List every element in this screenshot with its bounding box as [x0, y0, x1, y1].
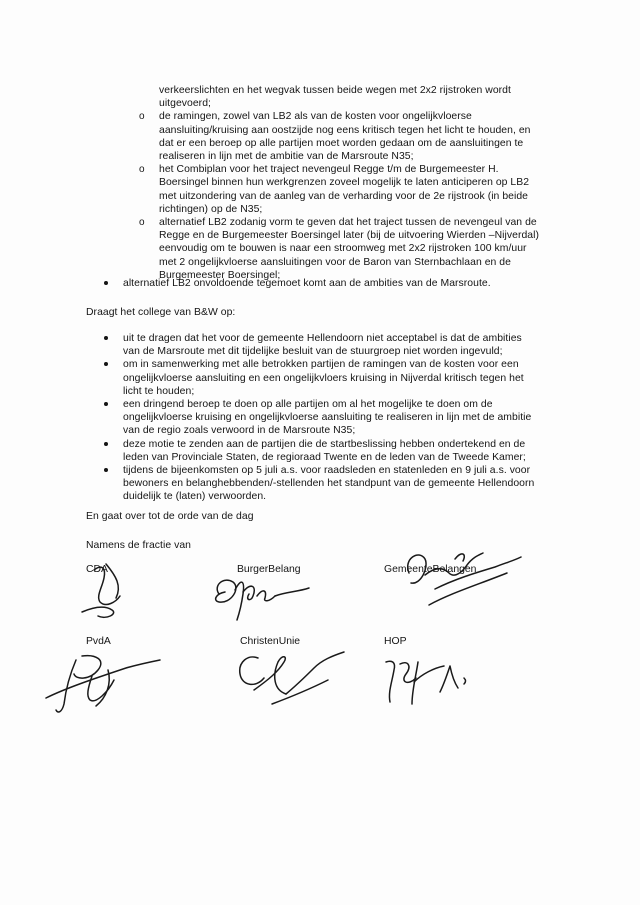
party-label-christenunie: ChristenUnie	[240, 636, 301, 647]
signature-hop	[378, 652, 478, 712]
draagt-heading: Draagt het college van B&W op:	[86, 307, 236, 318]
bullet-dot	[104, 336, 108, 340]
sub-item-combiplan: o het Combiplan voor het traject nevengeul Regge t/m de Burgemeester H. Boersingel binnen hun werkgrenzen zoveel mogelijk te laten anticiperen op LB2 met uitzondering van de aanleg van de verharding voor de 2e rijstrook (in beide richtingen) op de N35;	[139, 164, 530, 215]
sub-item-continuation	[141, 84, 561, 110]
draagt-list	[104, 332, 544, 504]
bullet-after-sublist	[104, 277, 544, 290]
party-label-cda: CDA	[86, 564, 108, 575]
party-label-pvda: PvdA	[86, 636, 111, 647]
signature-burgerbelang	[205, 568, 315, 628]
sub-item-marker: o	[139, 164, 145, 176]
bullet-dot	[104, 281, 108, 285]
bullet-dot	[104, 402, 108, 406]
bullet-dot	[104, 442, 108, 446]
party-label-burgerbelang: BurgerBelang	[237, 564, 301, 575]
draagt-item-uitdragen: uit te dragen dat het voor de gemeente Hellendoorn niet acceptabel is dat de ambities van de Marsroute met dit tijdelijke besluit van de stuurgroep niet worden ingevuld;	[104, 332, 544, 358]
signature-pvda	[36, 640, 166, 720]
signature-gemeentebelangen	[395, 545, 525, 615]
sub-item-ramingen: o de ramingen, zowel van LB2 als van de kosten voor ongelijkvloerse aansluiting/kruising aan oostzijde nog eens kritisch tegen het licht te houden, en dat er een beroep op alle partijen moet worden gedaan om de aansluitingen te realiseren in lijn met de ambitie van de Marsroute N35;	[139, 111, 531, 163]
signature-christenunie	[228, 644, 348, 714]
bullet-item: alternatief LB2 onvoldoende tegemoet komt aan de ambities van de Marsroute.	[104, 277, 544, 290]
draagt-item-bijeenkomsten: tijdens de bijeenkomsten op 5 juli a.s. voor raadsleden en statenleden en 9 juli a.s. voor bewoners en belanghebbenden/-stellenden het standpunt van de gemeente Hellendoorn duidelijk te (laten) verwoorden.	[104, 464, 544, 504]
continuation-line-1: verkeerslichten en het wegvak tussen beide wegen met 2x2 rijstroken wordt	[159, 85, 511, 96]
party-label-gemeentebelangen: GemeenteBelangen	[384, 564, 477, 575]
sub-item-alternatief: o alternatief LB2 zodanig vorm te geven dat het traject tussen de nevengeul van de Regge en de Burgemeester Boersingel later (bij de uitvoering Wierden –Nijverdal) eenvoudig om te bouwen is naar een stroomweg met 2x2 rijstroken 100 km/uur met 2 ongelijkvloerse aansluitingen voor de Baron van Sternbachlaan en de Burgemeester Boersingel;	[139, 217, 539, 281]
continuation-line-2: uitgevoerd;	[159, 98, 211, 110]
namens-line: Namens de fractie van	[86, 540, 192, 551]
sub-list	[141, 84, 561, 282]
bullet-dot	[104, 468, 108, 472]
draagt-item-beroep: een dringend beroep te doen op alle partijen om al het mogelijke te doen om de ongelijkvloerse kruising en ongelijkvloerse aansluiting te realiseren in lijn met de ambitie van de regio zoals verwoord in de Marsroute N35;	[104, 398, 544, 438]
draagt-item-ramingen: om in samenwerking met alle betrokken partijen de ramingen van de kosten voor een ongelijkvloerse aansluiting en een ongelijkvloers kruising in Nijverdal kritisch tegen het licht te houden;	[104, 358, 544, 398]
party-label-hop: HOP	[384, 636, 407, 647]
sub-item-marker: o	[139, 111, 145, 123]
signature-cda	[76, 556, 156, 626]
closing-line: En gaat over tot de orde van de dag	[86, 511, 254, 522]
draagt-item-zenden: deze motie te zenden aan de partijen die de startbeslissing hebben ondertekend en de leden van Provinciale Staten, de regioraad Twente en de leden van de Tweede Kamer;	[104, 438, 544, 464]
bullet-dot	[104, 362, 108, 366]
sub-item-marker: o	[139, 217, 145, 229]
